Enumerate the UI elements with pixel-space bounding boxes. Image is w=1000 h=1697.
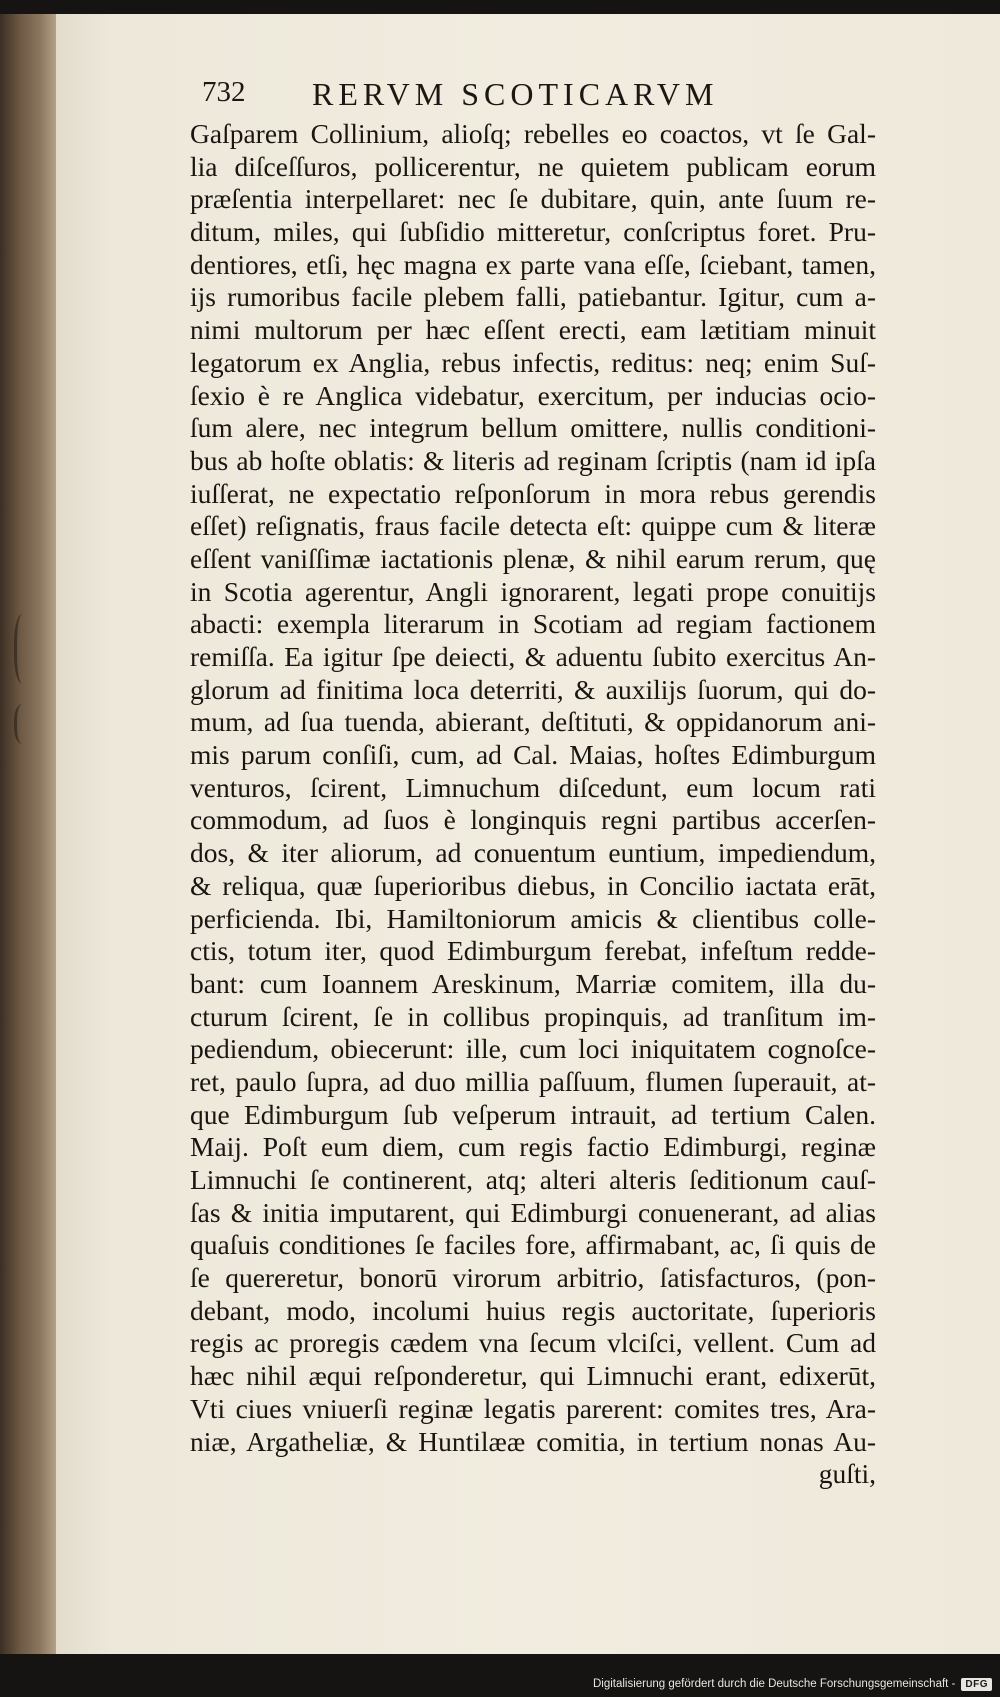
text-line: que Edimburgum ſub veſperum intrauit, ad tertium Calen.: [190, 1098, 876, 1130]
text-line: mis parum conſiſi, cum, ad Cal. Maias, hoſtes Edimburgum: [190, 739, 876, 771]
text-line: pediendum, obiecerunt: ille, cum loci iniquitatem cognoſce-: [190, 1033, 876, 1065]
text-line: & reliqua, quæ ſuperioribus diebus, in Concilio iactata erāt,: [190, 869, 876, 901]
text-line: præſentia interpellaret: nec ſe dubitare, quin, ante ſuum re-: [190, 183, 876, 215]
body-text: [190, 118, 876, 1491]
text-line: perficienda. Ibi, Hamiltoniorum amicis & clientibus colle-: [190, 902, 876, 934]
text-line: glorum ad finitima loca deterriti, & auxilijs ſuorum, qui do-: [190, 673, 876, 705]
page-header: [202, 76, 842, 116]
text-line: lia diſceſſuros, pollicerentur, ne quietem publicam eorum: [190, 150, 876, 182]
text-line: legatorum ex Anglia, rebus infectis, reditus: neq; enim Suſ-: [190, 346, 876, 378]
text-line: iuſſerat, ne expectatio reſponſorum in mora rebus gerendis: [190, 477, 876, 509]
text-line: ret, paulo ſupra, ad duo millia paſſuum, flumen ſuperauit, at-: [190, 1065, 876, 1097]
text-line: dentiores, etſi, hęc magna ex parte vana eſſe, ſciebant, tamen,: [190, 248, 876, 280]
text-line: ſexio è re Anglica videbatur, exercitum, per inducias ocio-: [190, 379, 876, 411]
text-line: cturum ſcirent, ſe in collibus propinquis, ad tranſitum im-: [190, 1000, 876, 1032]
text-line: guſti,: [818, 1458, 876, 1490]
text-line: bant: cum Ioannem Areskinum, Marriæ comitem, illa du-: [190, 967, 876, 999]
edge-stain: [14, 614, 35, 684]
text-line: debant, modo, incolumi huius regis auctoritate, ſuperioris: [190, 1294, 876, 1326]
text-line: eſſent vaniſſimæ iactationis plenæ, & nihil earum rerum, quę: [190, 542, 876, 574]
digitization-footer: [593, 1673, 992, 1695]
text-line: ſe quereretur, bonorū virorum arbitrio, ſatisfacturos, (pon-: [190, 1262, 876, 1294]
text-line: ditum, miles, qui ſubſidio mitteretur, conſcriptus foret. Pru-: [190, 216, 876, 248]
text-line: Maij. Poſt eum diem, cum regis factio Edimburgi, reginæ: [190, 1131, 876, 1163]
text-line: bus ab hoſte oblatis: & literis ad reginam ſcriptis (nam id ipſa: [190, 444, 876, 476]
text-line: ijs rumoribus facile plebem falli, patiebantur. Igitur, cum a-: [190, 281, 876, 313]
text-line: hæc nihil æqui reſponderetur, qui Limnuchi erant, edixerūt,: [190, 1360, 876, 1392]
footer-credit: Digitalisierung gefördert durch die Deutsche Forschungsgemeinschaft -: [592, 1678, 956, 1690]
text-line: nimi multorum per hæc eſſent erecti, eam lætitiam minuit: [190, 314, 876, 346]
text-line: niæ, Argatheliæ, & Huntilææ comitia, in tertium nonas Au-: [190, 1425, 876, 1457]
text-line: venturos, ſcirent, Limnuchum diſcedunt, eum locum rati: [190, 771, 876, 803]
dfg-logo-icon: DFG: [961, 1678, 992, 1691]
text-line: ſum alere, nec integrum bellum omittere, nullis conditioni-: [190, 412, 876, 444]
book-gutter-edge: [0, 14, 58, 1654]
text-line: ſas & initia imputarent, qui Edimburgi conuenerant, ad alias: [190, 1196, 876, 1228]
text-line: Gaſparem Collinium, alioſq; rebelles eo coactos, vt ſe Gal-: [190, 118, 876, 149]
text-line: commodum, ad ſuos è longinquis regni partibus accerſen-: [190, 804, 876, 836]
text-line: ctis, totum iter, quod Edimburgum ferebat, infeſtum redde-: [190, 935, 876, 967]
text-line: mum, ad ſua tuenda, abierant, deſtituti, & oppidanorum ani-: [190, 706, 876, 738]
text-line: remiſſa. Ea igitur ſpe deiecti, & aduentu ſubito exercitus An-: [190, 641, 876, 672]
text-line: dos, & iter aliorum, ad conuentum euntium, impediendum,: [190, 837, 876, 869]
running-head: RERVM SCOTICARVM: [312, 76, 719, 112]
edge-stain: [14, 704, 35, 744]
text-line: Limnuchi ſe continerent, atq; alteri alteris ſeditionum cauſ-: [190, 1164, 876, 1195]
text-line: regis ac proregis cædem vna ſecum vlciſci, vellent. Cum ad: [190, 1327, 876, 1359]
text-line: eſſet) reſignatis, fraus facile detecta eſt: quippe cum & literæ: [190, 510, 876, 542]
text-line: abacti: exempla literarum in Scotiam ad regiam factionem: [190, 608, 876, 640]
text-line: Vti ciues vniuerſi reginæ legatis parerent: comites tres, Ara-: [190, 1392, 876, 1424]
text-line: in Scotia agerentur, Angli ignorarent, legati prope conuitijs: [190, 575, 876, 607]
page-number: 732: [202, 76, 246, 108]
text-line: quaſuis conditiones ſe faciles fore, affirmabant, ac, ſi quis de: [190, 1229, 876, 1261]
